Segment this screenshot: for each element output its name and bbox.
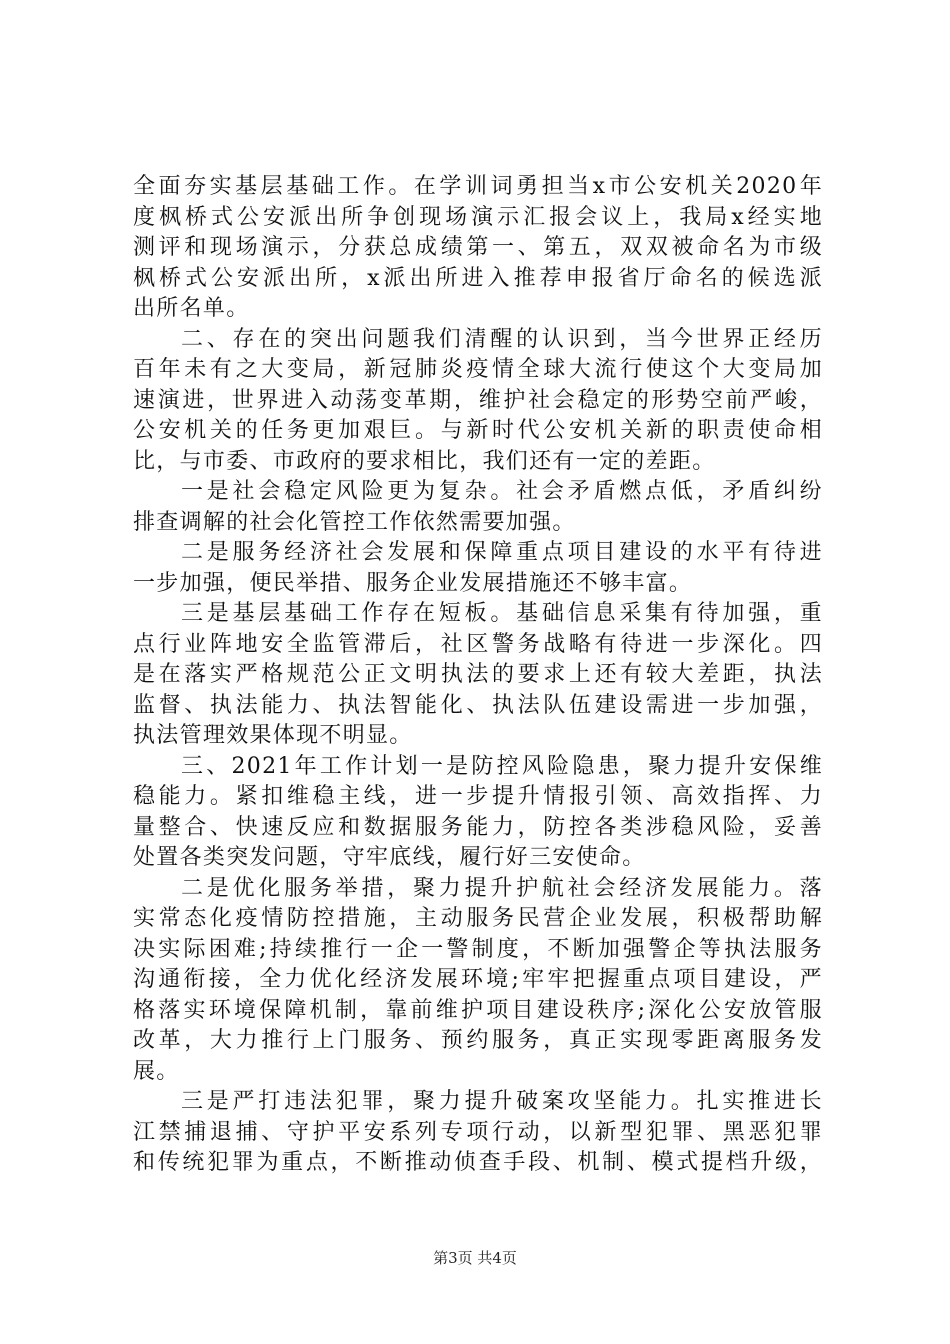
text-line: 二是优化服务举措，聚力提升护航社会经济发展能力。落	[181, 875, 823, 901]
text-line: 格落实环境保障机制，靠前维护项目建设秩序;深化公安放管服	[133, 997, 823, 1023]
text-line: 二是服务经济社会发展和保障重点项目建设的水平有待进	[181, 540, 823, 565]
text-line: 处置各类突发问题，守牢底线，履行好三安使命。	[133, 845, 646, 870]
text-line: 百年未有之大变局，新冠肺炎疫情全球大流行使这个大变局加	[133, 357, 823, 382]
text-line: 决实际困难;持续推行一企一警制度，不断加强警企等执法服务	[133, 936, 823, 962]
text-line: 速演进，世界进入动荡变革期，维护社会稳定的形势空前严峻，	[133, 387, 823, 413]
text-line: 三是基层基础工作存在短板。基础信息采集有待加强，重	[181, 601, 823, 626]
text-line: 监督、执法能力、执法智能化、执法队伍建设需进一步加强，	[133, 692, 823, 718]
text-line: 改革，大力推行上门服务、预约服务，真正实现零距离服务发	[133, 1028, 823, 1053]
text-line: 二、存在的突出问题我们清醒的认识到，当今世界正经历	[181, 326, 823, 352]
text-line: 一步加强，便民举措、服务企业发展措施还不够丰富。	[133, 570, 693, 596]
text-line: 出所名单。	[133, 296, 250, 321]
page-footer: 第3页 共4页	[433, 1249, 517, 1267]
text-line: 江禁捕退捕、守护平安系列专项行动，以新型犯罪、黑恶犯罪	[133, 1119, 823, 1145]
text-line: 实常态化疫情防控措施，主动服务民营企业发展，积极帮助解	[133, 906, 823, 931]
text-line: 稳能力。紧扣维稳主线，进一步提升情报引领、高效指挥、力	[133, 784, 823, 809]
text-line: 比，与市委、市政府的要求相比，我们还有一定的差距。	[133, 448, 716, 474]
text-line: 量整合、快速反应和数据服务能力，防控各类涉稳风险，妥善	[133, 814, 823, 840]
text-line: 公安机关的任务更加艰巨。与新时代公安机关新的职责使命相	[133, 418, 823, 443]
text-line: 枫桥式公安派出所，x派出所进入推荐申报省厅命名的候选派	[133, 265, 823, 291]
document-body	[133, 172, 823, 1179]
text-line: 三、2021年工作计划一是防控风险隐患，聚力提升安保维	[181, 753, 823, 779]
text-line: 展。	[133, 1058, 180, 1084]
text-line: 测评和现场演示，分获总成绩第一、第五，双双被命名为市级	[133, 235, 823, 260]
text-line: 一是社会稳定风险更为复杂。社会矛盾燃点低，矛盾纠纷	[181, 479, 823, 504]
text-line: 全面夯实基层基础工作。在学训词勇担当x市公安机关2020年	[133, 174, 823, 199]
text-line: 沟通衔接，全力优化经济发展环境;牢牢把握重点项目建设，严	[133, 967, 823, 992]
text-line: 和传统犯罪为重点，不断推动侦查手段、机制、模式提档升级，	[133, 1150, 823, 1175]
text-line: 点行业阵地安全监管滞后，社区警务战略有待进一步深化。四	[133, 631, 823, 657]
text-line: 排查调解的社会化管控工作依然需要加强。	[133, 509, 576, 535]
text-line: 三是严打违法犯罪，聚力提升破案攻坚能力。扎实推进长	[181, 1089, 823, 1114]
text-line: 执法管理效果体现不明显。	[133, 723, 413, 748]
text-line: 是在落实严格规范公正文明执法的要求上还有较大差距，执法	[133, 662, 823, 687]
text-line: 度枫桥式公安派出所争创现场演示汇报会议上，我局x经实地	[133, 204, 823, 230]
